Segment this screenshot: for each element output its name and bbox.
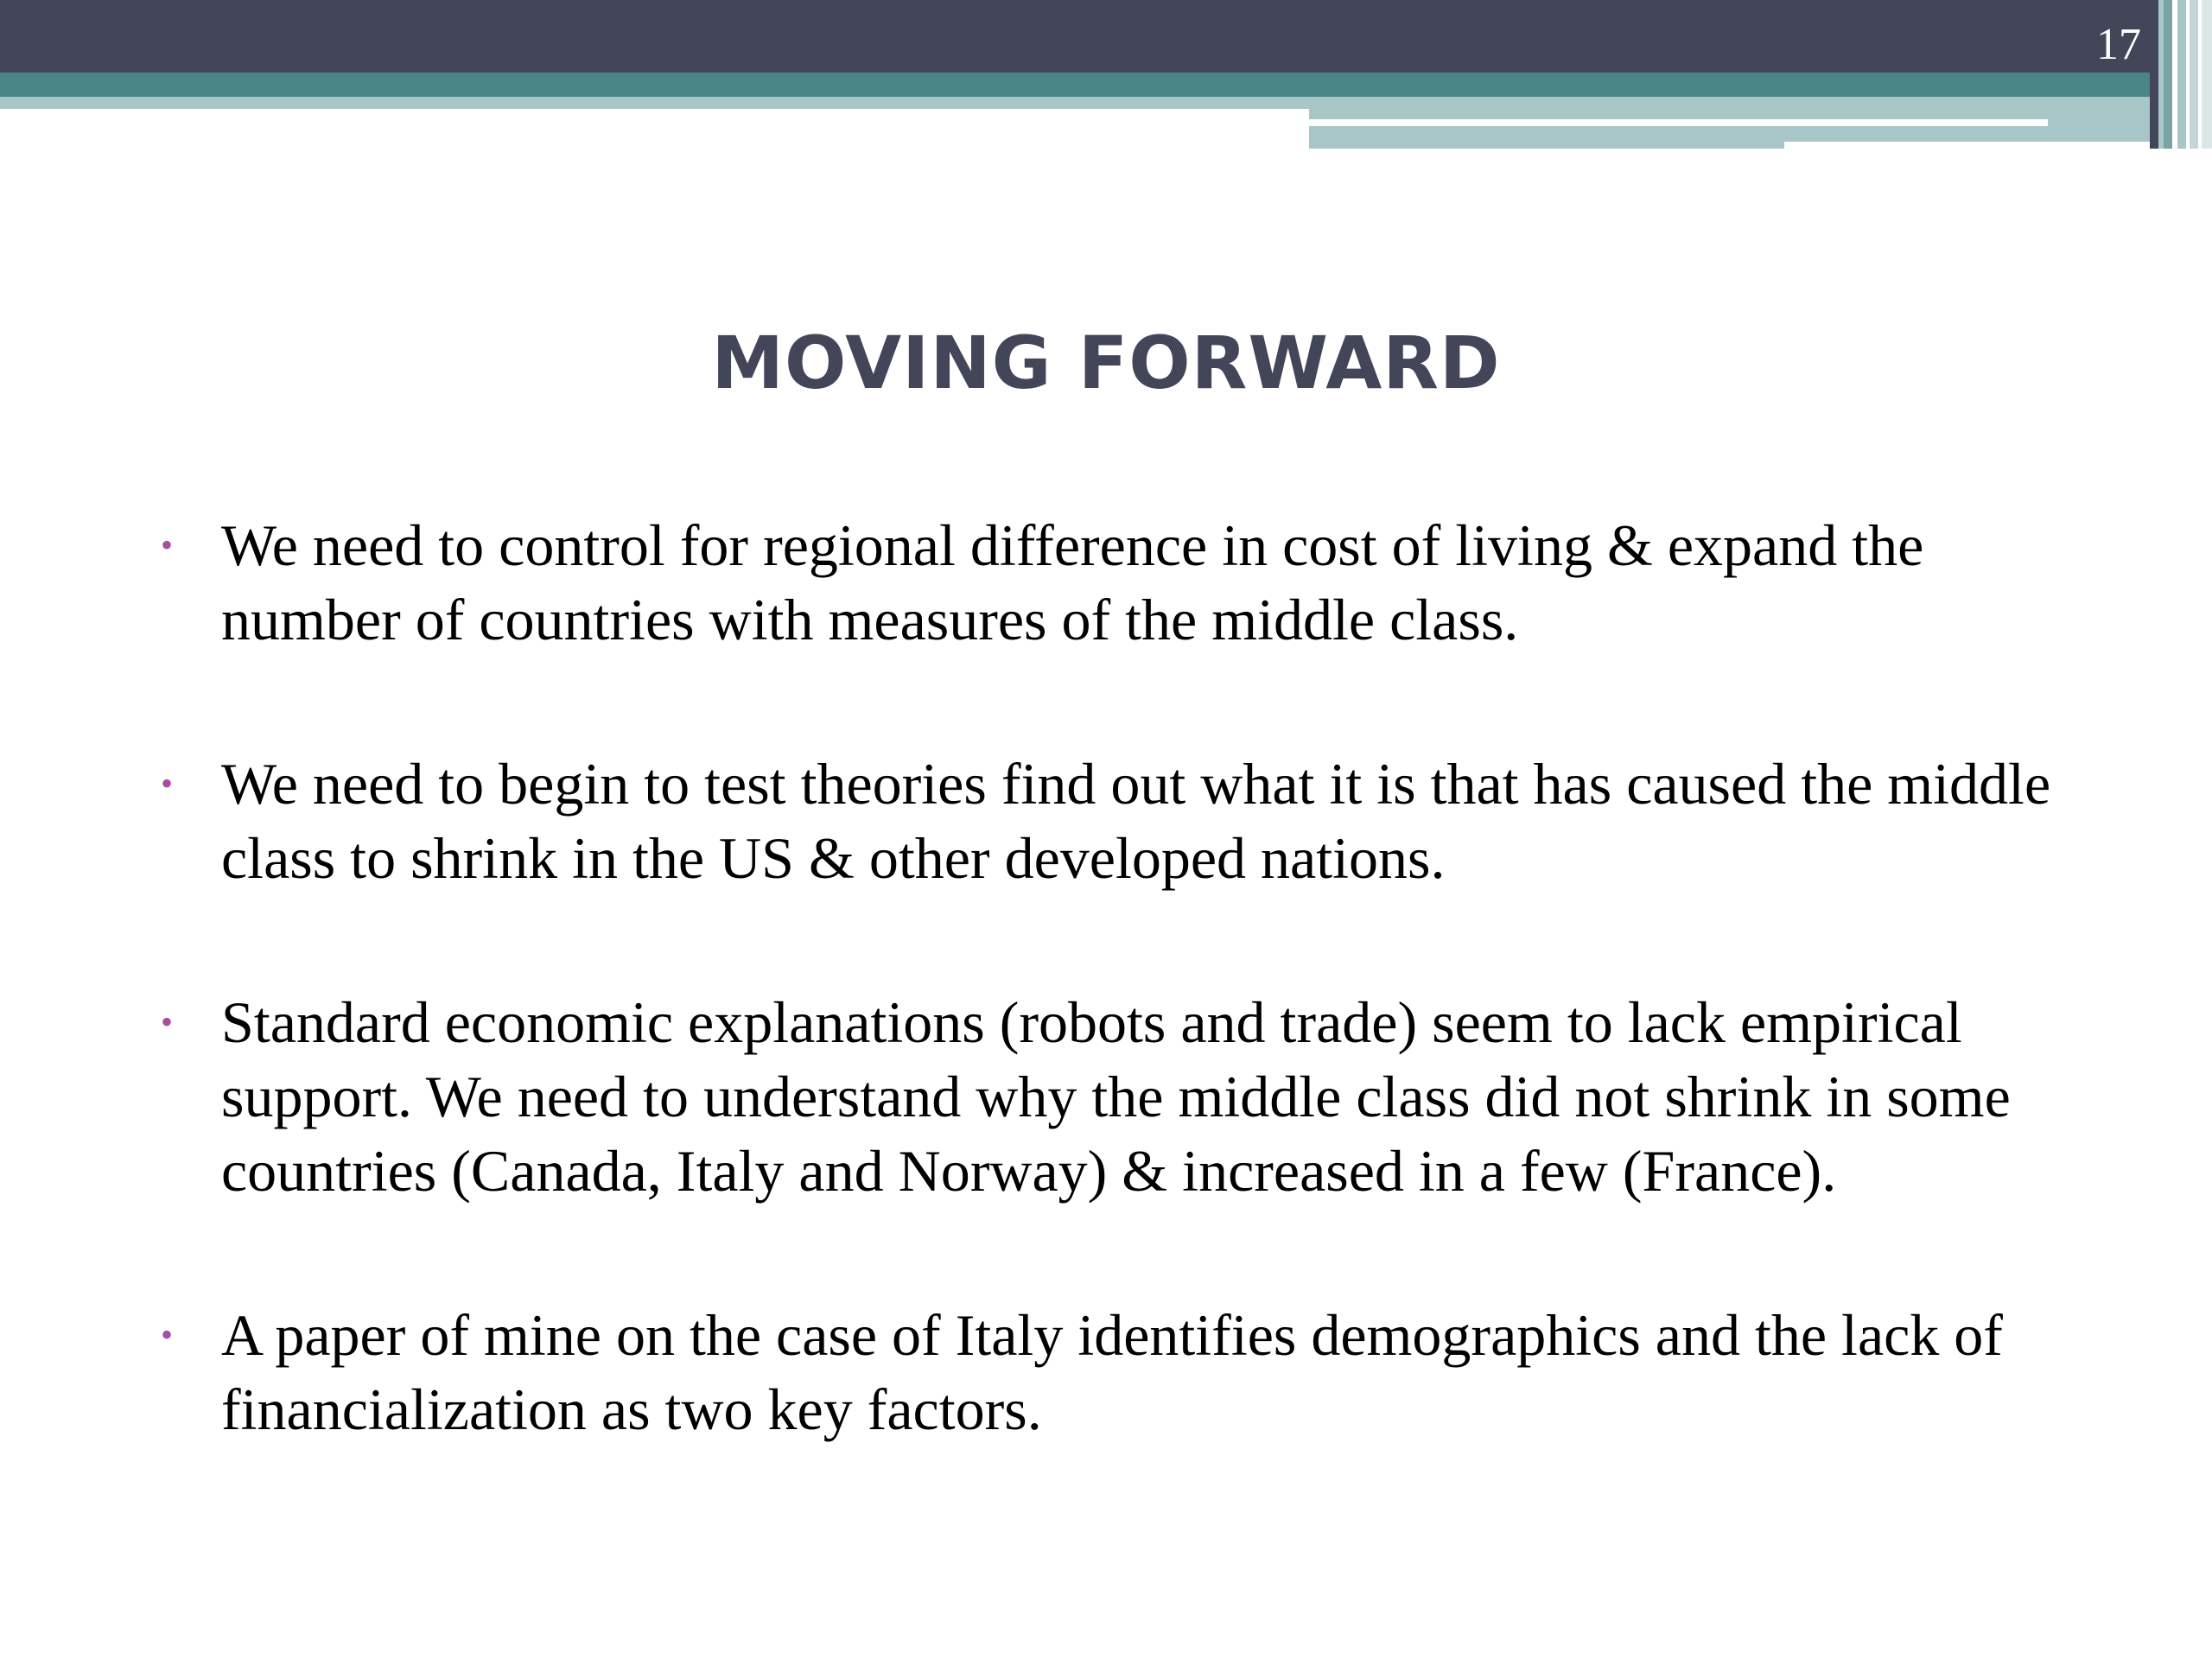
bullet-list [161, 508, 2113, 1446]
header-divider-line [1309, 119, 2048, 126]
bullet-dot-icon: • [161, 1315, 174, 1354]
slide-title: MOVING FORWARD [711, 321, 1501, 405]
bullet-dot-icon: • [161, 764, 174, 803]
list-item [161, 985, 2113, 1208]
header-accent-band [0, 73, 2177, 97]
list-item [161, 747, 2113, 895]
bullet-dot-icon: • [161, 1002, 174, 1041]
header-light-band-left [0, 97, 1309, 109]
list-item [161, 1298, 2113, 1446]
bullet-text: We need to control for regional difference in cost of living & expand the number of countries with measures of the middle class. [221, 512, 1924, 652]
header-side-stripes [2150, 0, 2212, 149]
list-item [161, 508, 2113, 657]
bullet-text: A paper of mine on the case of Italy identifies demographics and the lack of financialization as two key factors. [221, 1302, 2003, 1442]
header-bar [0, 0, 2212, 73]
bullet-text: We need to begin to test theories find out what it is that has caused the middle class to shrink in the US & other developed nations. [221, 751, 2051, 891]
bullet-text: Standard economic explanations (robots and trade) seem to lack empirical support. We need to understand why the middle class did not shrink in some countries (Canada, Italy and Norway) & increased in a few (France). [221, 989, 2011, 1204]
header-divider-line [1784, 142, 2177, 149]
slide-number: 17 [2096, 20, 2141, 69]
bullet-dot-icon: • [161, 525, 174, 564]
